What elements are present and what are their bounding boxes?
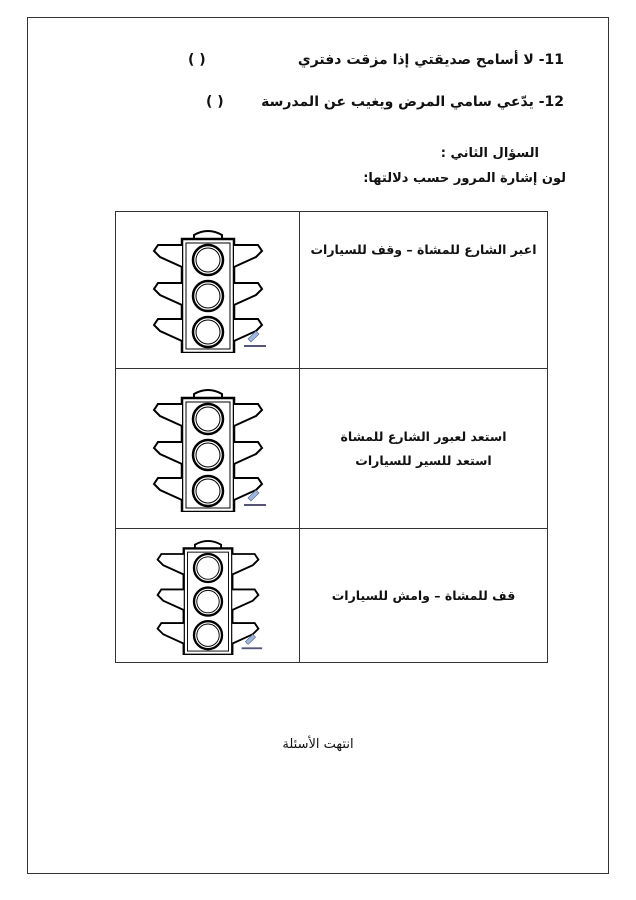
section-two-heading: السؤال الثاني : (440, 146, 539, 161)
signal-description-line: استعد لعبور الشارع للمشاة (340, 428, 507, 444)
question-12-text: يدّعي سامي المرض ويغيب عن المدرسة (261, 94, 534, 110)
traffic-light-cell (116, 212, 300, 369)
question-11-text: لا أسامح صديقتي إذا مزقت دفتري (297, 52, 534, 68)
question-11-number: 11- (538, 52, 564, 68)
signal-description-line: اعبر الشارع للمشاة – وقف للسيارات (310, 242, 537, 257)
traffic-light-cell (116, 369, 300, 529)
signal-description-cell (300, 369, 548, 529)
traffic-light-icon (152, 537, 264, 655)
traffic-signals-table (115, 211, 548, 663)
question-11-answer-parens: ( ) (188, 52, 206, 68)
table-row (116, 212, 548, 369)
table-row (116, 369, 548, 529)
table-row (116, 529, 548, 663)
traffic-light-icon (148, 386, 268, 512)
question-12-answer-parens: ( ) (206, 94, 224, 110)
question-11 (298, 52, 564, 68)
signal-description-cell (300, 529, 548, 663)
section-two-instruction: لون إشارة المرور حسب دلالتها: (363, 171, 566, 186)
signal-description-cell (300, 212, 548, 369)
signal-description-line: قف للمشاة – وامش للسيارات (331, 587, 516, 603)
traffic-light-icon (148, 227, 268, 353)
signal-description-line: استعد للسير للسيارات (355, 452, 492, 468)
question-12 (261, 94, 564, 110)
question-12-number: 12- (538, 94, 564, 110)
traffic-light-cell (116, 529, 300, 663)
footer-end-of-questions: انتهت الأسئلة (282, 737, 354, 752)
